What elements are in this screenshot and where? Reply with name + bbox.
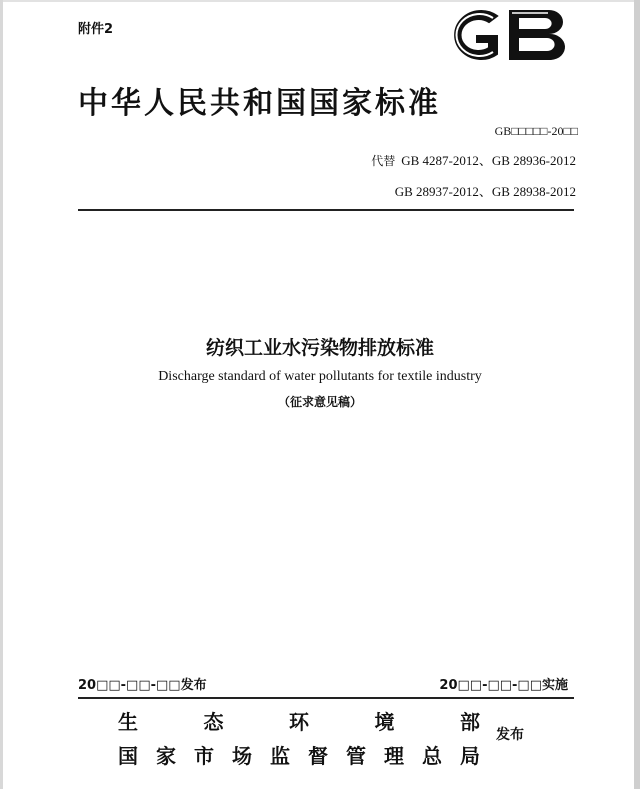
authority-char: 国 — [118, 744, 138, 768]
issuing-authority-1 — [118, 706, 480, 735]
authority-char: 理 — [384, 744, 404, 768]
authority-char: 家 — [156, 744, 176, 768]
issuing-authority-2 — [118, 740, 480, 769]
replaces-line-1 — [371, 150, 576, 169]
authority-char: 管 — [346, 744, 366, 768]
gb-standard-logo-icon — [445, 4, 573, 66]
national-standard-title: 中华人民共和国国家标准 — [78, 86, 441, 121]
authority-char: 督 — [308, 744, 328, 768]
replaces-standards-1: GB 4287-2012、GB 28936-2012 — [401, 153, 576, 168]
authority-char: 态 — [203, 710, 224, 734]
authority-char: 总 — [422, 744, 442, 768]
publish-label: 发布 — [496, 727, 524, 743]
replaces-label: 代替 — [371, 154, 396, 168]
authority-char: 市 — [194, 744, 214, 768]
authority-char: 局 — [460, 744, 480, 768]
footer-divider — [78, 697, 574, 699]
page-top-edge — [0, 0, 640, 2]
document-title-en: Discharge standard of water pollutants for textile industry — [158, 369, 482, 384]
authority-char: 境 — [374, 710, 395, 734]
draft-status-tag: （征求意见稿） — [277, 395, 362, 409]
issue-date: 20□□-□□-□□发布 — [78, 678, 207, 693]
effective-date: 20□□-□□-□□实施 — [439, 678, 568, 693]
authority-char: 监 — [270, 744, 290, 768]
header-divider — [78, 209, 574, 211]
authority-char: 部 — [460, 710, 480, 734]
replaces-standards-2: GB 28937-2012、GB 28938-2012 — [394, 184, 576, 199]
document-title-cn: 纺织工业水污染物排放标准 — [205, 337, 434, 359]
standard-number: GB□□□□□-20□□ — [494, 124, 578, 138]
authority-char: 生 — [118, 710, 138, 734]
authority-char: 场 — [232, 744, 252, 768]
authority-char: 环 — [289, 710, 309, 734]
attachment-label: 附件2 — [78, 22, 114, 37]
